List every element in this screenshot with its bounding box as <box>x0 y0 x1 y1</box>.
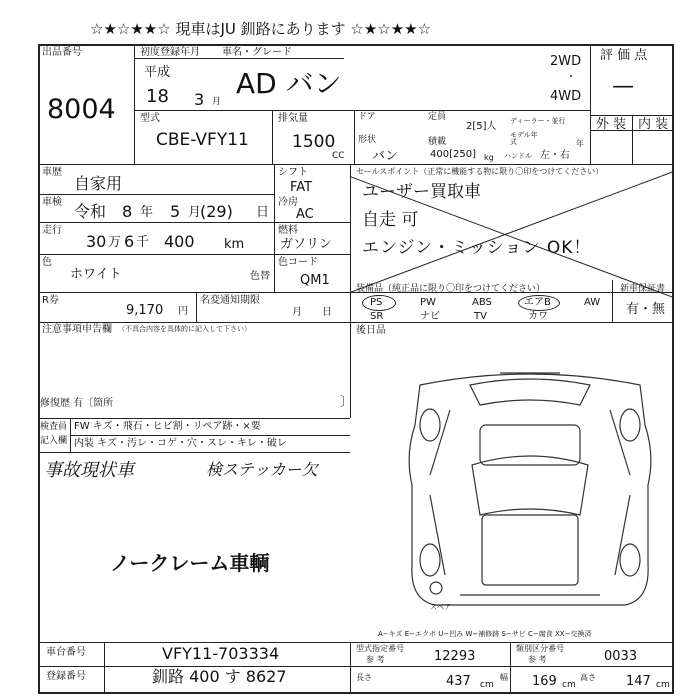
divider <box>38 254 350 255</box>
color-value: ホワイト <box>70 267 122 282</box>
mileage-man: 30 <box>86 232 107 251</box>
width-value: 169 <box>532 674 557 689</box>
recycle-unit: 円 <box>178 306 188 317</box>
equip-leather: カワ <box>528 311 548 322</box>
capacity-value: 2[5]人 <box>466 121 497 132</box>
exterior-label: 外 装 <box>596 117 627 132</box>
plate-number: 釧路 400 す 8627 <box>152 667 287 686</box>
divider <box>38 164 674 165</box>
sales-line-2: 自走 可 <box>362 210 419 230</box>
registration-year: 18 <box>146 86 169 107</box>
aircon-label: 冷房 <box>278 197 298 208</box>
location-banner: ☆★☆★★☆ 現車はJU 釧路にあります ☆★☆★★☆ <box>90 20 432 38</box>
registration-era: 平成 <box>144 65 171 80</box>
divider <box>350 642 351 692</box>
mileage-rest: 400 <box>164 232 195 251</box>
load-label: 積載 <box>428 137 447 147</box>
inspection-month-unit: 月 <box>188 205 202 220</box>
equip-abs: ABS <box>472 297 492 308</box>
inspection-month: 5 <box>170 202 181 221</box>
fuel-label: 燃料 <box>278 225 298 236</box>
sales-line-1: ユーザー買取車 <box>362 182 481 202</box>
doors-label: ドア <box>358 112 376 122</box>
recycle-value: 9,170 <box>126 303 164 318</box>
model-year-label: モデル年式 <box>510 131 538 146</box>
mileage-unit: km <box>224 237 245 252</box>
shift-label: シフト <box>278 167 308 178</box>
divider <box>354 110 355 164</box>
registration-month: 3 <box>194 90 205 109</box>
chassis-label: 車台番号 <box>46 647 86 658</box>
sales-line-3: エンジン・ミッション OK！ <box>362 238 592 258</box>
model-code: CBE-VFY11 <box>156 130 249 150</box>
lot-label: 出品番号 <box>42 47 82 58</box>
drive-2wd: 2WD <box>550 54 582 69</box>
model-year-unit: 年 <box>576 139 584 148</box>
divider <box>612 280 613 322</box>
divider <box>38 418 350 419</box>
fuel-value: ガソリン <box>280 237 333 252</box>
inspector-row-1: FW キズ・飛石・ヒビ割・リペア跡・×要 <box>74 421 261 432</box>
no-claim-stamp: ノークレーム車輌 <box>110 551 270 575</box>
warranty-value: 有・無 <box>626 302 666 317</box>
divider <box>38 666 674 667</box>
color-code: QM1 <box>300 273 330 288</box>
inspection-year-unit: 年 <box>140 205 154 220</box>
divider <box>274 164 275 254</box>
repaint-label: 色替 <box>250 271 270 282</box>
divider <box>134 110 590 111</box>
lot-number: 8004 <box>47 94 116 125</box>
deadline-label: 名変通知期限 <box>200 295 260 306</box>
divider <box>38 452 350 453</box>
divider <box>38 642 674 643</box>
damage-legend: A−キズ E−エクボ U−凹み W−補修跡 S−サビ C−腐食 XX−交換済 <box>378 630 592 638</box>
drive-dot: ・ <box>566 72 576 83</box>
chassis-number: VFY11-703334 <box>162 644 280 663</box>
handle-value: 左・右 <box>540 150 570 161</box>
height-value: 147 <box>626 674 651 689</box>
handle-label: ハンドル <box>504 152 532 160</box>
divider <box>272 110 273 164</box>
height-unit: cm <box>656 680 670 690</box>
load-value: 400[250] <box>430 149 476 160</box>
sales-label: セールスポイント（正常に機能する物に限り〇印をつけてください） <box>356 167 604 176</box>
rear-item-label: 後日品 <box>356 325 386 336</box>
color-label: 色 <box>42 257 52 268</box>
history-label: 車歴 <box>42 167 62 178</box>
aircon-value: AC <box>296 207 314 222</box>
model-num-ref: 参 考 <box>366 655 385 664</box>
mileage-sen-unit: 千 <box>136 235 150 250</box>
car-name-label: 車名・グレード <box>222 47 292 58</box>
repair-bracket: 〕 <box>340 395 354 410</box>
car-name: AD バン <box>236 67 342 100</box>
width-label: 幅 <box>500 673 508 682</box>
load-unit: kg <box>484 153 494 162</box>
length-unit: cm <box>480 680 494 690</box>
registration-label: 初度登録年月 <box>140 47 200 58</box>
frame-bottom <box>38 692 674 694</box>
mileage-label: 走行 <box>42 225 62 236</box>
evaluation-score: — <box>612 74 634 99</box>
divider <box>104 642 105 692</box>
equip-airbag-circle <box>518 295 560 311</box>
drive-4wd: 4WD <box>550 89 582 104</box>
inspector-row-2: 内装 キズ・汚レ・コゲ・穴・スレ・キレ・破レ <box>74 438 287 449</box>
divider <box>350 164 351 324</box>
frame-right <box>672 44 674 694</box>
class-num-label: 類別区分番号 <box>516 644 564 653</box>
divider <box>38 222 350 223</box>
width-unit: cm <box>562 680 576 690</box>
divider <box>38 194 274 195</box>
class-num: 0033 <box>604 649 638 664</box>
divider <box>196 292 197 322</box>
mileage-sen: 6 <box>124 232 135 251</box>
registration-month-unit: 月 <box>212 97 222 107</box>
dealer-label: ディーラー・並行 <box>510 117 566 125</box>
capacity-label: 定員 <box>428 112 447 122</box>
handwritten-accident: 事故現状車 <box>44 460 134 481</box>
equip-airbag: エアB <box>524 297 551 308</box>
class-num-ref: 参 考 <box>528 655 547 664</box>
notes-label: 注意事項申告欄 <box>42 324 112 335</box>
equipment-label: 装備品（純正品に限り〇印をつけてください） <box>356 284 546 294</box>
mileage-man-unit: 万 <box>108 235 122 250</box>
divider <box>632 115 633 164</box>
equip-pw: PW <box>420 297 436 308</box>
history-value: 自家用 <box>74 174 123 193</box>
displacement-label: 排気量 <box>278 113 308 124</box>
spare-label: スペア <box>430 603 451 611</box>
interior-label: 内 装 <box>638 117 669 132</box>
equip-sr: SR <box>370 311 384 322</box>
deadline-day: 日 <box>322 307 332 318</box>
divider <box>38 322 674 323</box>
car-damage-diagram <box>400 365 660 615</box>
displacement-value: 1500 <box>292 132 336 152</box>
divider <box>510 642 511 692</box>
equip-aw: AW <box>584 297 601 308</box>
notes-sub: （不具合内容を具体的に記入して下さい） <box>118 325 251 333</box>
warranty-label: 新車保証書 <box>620 284 666 294</box>
divider <box>590 44 591 164</box>
length-label: 長さ <box>356 673 372 682</box>
height-label: 高さ <box>580 673 596 682</box>
divider <box>134 58 344 59</box>
equip-ps-circle <box>362 295 396 311</box>
length-value: 437 <box>446 674 471 689</box>
displacement-unit: CC <box>332 151 345 161</box>
equip-navi: ナビ <box>420 311 440 322</box>
inspection-day-value: 29 <box>206 202 227 221</box>
color-code-label: 色コード <box>278 257 318 268</box>
deadline-month: 月 <box>292 307 302 318</box>
inspection-era: 令和 <box>74 202 107 221</box>
model-label: 型式 <box>140 113 160 124</box>
plate-label: 登録番号 <box>46 671 86 682</box>
divider <box>134 44 135 164</box>
inspection-year: 8 <box>122 202 133 221</box>
model-num-label: 型式指定番号 <box>356 644 404 653</box>
inspector-label-1: 検査員 <box>40 422 68 432</box>
inspection-day-unit: 日 <box>256 205 270 220</box>
divider <box>70 435 350 436</box>
equip-tv: TV <box>474 311 487 322</box>
handwritten-sticker: 検ステッカー欠 <box>206 460 318 479</box>
repair-history: 修復歴 有〔箇所 <box>40 398 114 409</box>
sales-strike-1 <box>350 176 674 298</box>
inspection-label: 車検 <box>42 197 62 208</box>
evaluation-label: 評 価 点 <box>600 48 648 63</box>
shape-value: バン <box>372 149 399 164</box>
shape-label: 形状 <box>358 135 377 145</box>
frame-left <box>38 44 40 694</box>
shift-value: FAT <box>290 180 313 195</box>
inspection-day: (29) <box>200 202 233 221</box>
equip-ps: PS <box>370 297 383 308</box>
inspector-label-2: 記入欄 <box>40 436 68 446</box>
model-num: 12293 <box>434 649 476 664</box>
recycle-label: R券 <box>42 295 59 306</box>
divider <box>274 254 275 292</box>
